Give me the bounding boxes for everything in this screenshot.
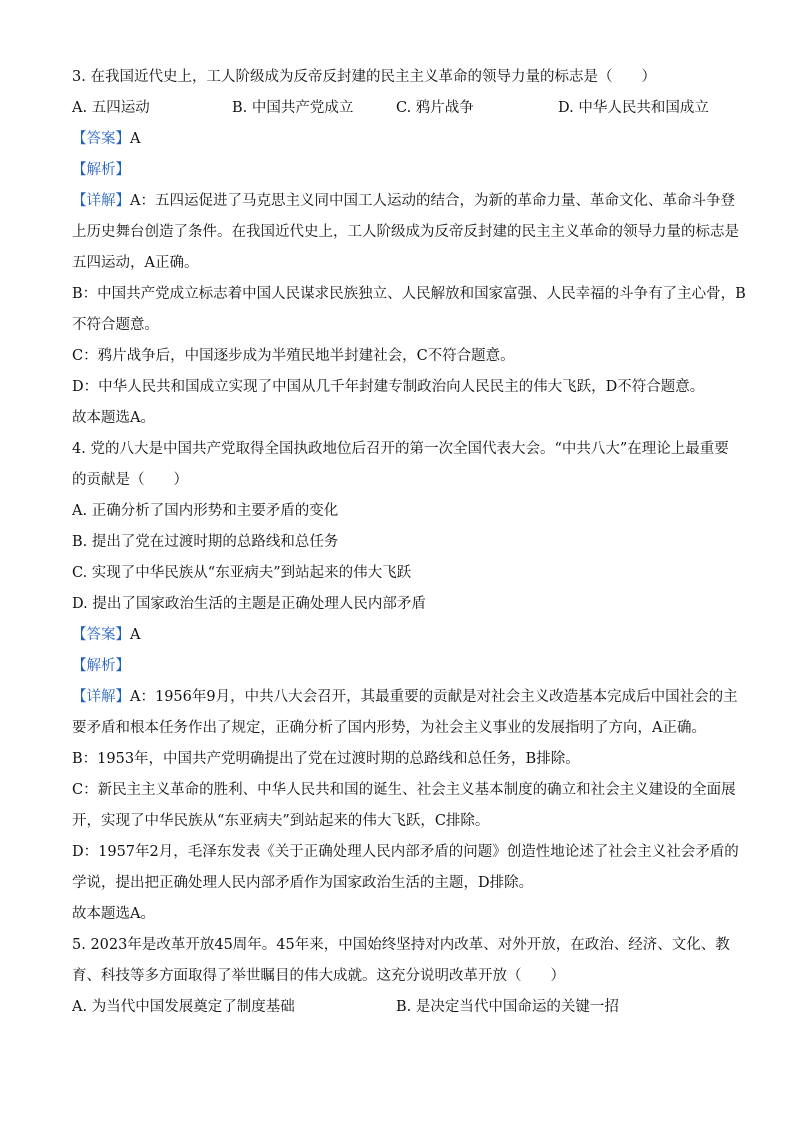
question-3-detail-line: C：鸦片战争后，中国逐步成为半殖民地半封建社会，C不符合题意。 <box>72 348 515 364</box>
option-b: B. 是决定当代中国命运的关键一招 <box>396 999 619 1015</box>
question-4-analysis-tag: 【解析】 <box>72 658 130 674</box>
document-page <box>72 62 746 1023</box>
question-3-stem: 3. 在我国近代史上，工人阶级成为反帝反封建的民主主义革命的领导力量的标志是（ ） <box>72 69 656 85</box>
option-c: C. 鸦片战争 <box>396 100 474 116</box>
detail-tag: 【详解】 <box>72 689 130 705</box>
question-3-analysis-tag: 【解析】 <box>72 162 130 178</box>
detail-tag: 【详解】 <box>72 193 130 209</box>
question-4-detail-line: 开，实现了中华民族从“东亚病夫”到站起来的伟大飞跃，C排除。 <box>72 813 490 829</box>
answer-value: A <box>130 627 141 643</box>
question-4-detail-line: 学说，提出把正确处理人民内部矛盾作为国家政治生活的主题，D排除。 <box>72 875 534 891</box>
answer-tag: 【答案】 <box>72 131 130 147</box>
option-d: D. 提出了国家政治生活的主题是正确处理人民内部矛盾 <box>72 596 426 612</box>
question-3-detail-line: 五四运动，A正确。 <box>72 255 199 271</box>
question-5-options <box>72 992 728 1023</box>
option-c: C. 实现了中华民族从“东亚病夫”到站起来的伟大飞跃 <box>72 565 412 581</box>
question-4-stem: 的贡献是（ ） <box>72 472 188 488</box>
question-4-stem: 4. 党的八大是中国共产党取得全国执政地位后召开的第一次全国代表大会。“中共八大”在理论上最重要 <box>72 441 729 457</box>
answer-value: A <box>130 131 141 147</box>
question-3-detail-line: B：中国共产党成立标志着中国人民谋求民族独立、人民解放和国家富强、人民幸福的斗争有了主心骨，B <box>72 286 746 302</box>
question-3-detail-line: 上历史舞台创造了条件。在我国近代史上，工人阶级成为反帝反封建的民主主义革命的领导力量的标志是 <box>72 224 739 240</box>
question-3-options <box>72 93 728 124</box>
question-4-detail-line: B：1953年，中国共产党明确提出了党在过渡时期的总路线和总任务，B排除。 <box>72 751 580 767</box>
question-3-detail-line: 不符合题意。 <box>72 317 159 333</box>
question-5-stem: 育、科技等多方面取得了举世瞩目的伟大成就。这充分说明改革开放（ ） <box>72 968 565 984</box>
question-4-detail-line: 要矛盾和根本任务作出了规定，正确分析了国内形势，为社会主义事业的发展指明了方向，A正确。 <box>72 720 706 736</box>
question-4-detail-line <box>72 682 738 713</box>
question-4-conclusion: 故本题选A。 <box>72 906 155 922</box>
question-4-answer <box>72 620 728 651</box>
option-b: B. 中国共产党成立 <box>232 100 354 116</box>
question-3-conclusion: 故本题选A。 <box>72 410 155 426</box>
detail-text: A：1956年9月，中共八大会召开，其最重要的贡献是对社会主义改造基本完成后中国社会的主 <box>130 689 738 705</box>
option-a: A. 正确分析了国内形势和主要矛盾的变化 <box>72 503 339 519</box>
option-d: D. 中华人民共和国成立 <box>558 100 709 116</box>
detail-text: A：五四运促进了马克思主义同中国工人运动的结合，为新的革命力量、革命文化、革命斗争登 <box>130 193 735 209</box>
question-3-answer <box>72 124 728 155</box>
question-4-detail-line: D：1957年2月，毛泽东发表《关于正确处理人民内部矛盾的问题》创造性地论述了社会主义社会矛盾的 <box>72 844 739 860</box>
option-b: B. 提出了党在过渡时期的总路线和总任务 <box>72 534 339 550</box>
question-5-stem: 5. 2023年是改革开放45周年。45年来，中国始终坚持对内改革、对外开放，在政治、经济、文化、教 <box>72 937 730 953</box>
question-3-detail-line <box>72 186 735 217</box>
option-a: A. 五四运动 <box>72 100 150 116</box>
option-a: A. 为当代中国发展奠定了制度基础 <box>72 999 295 1015</box>
answer-tag: 【答案】 <box>72 627 130 643</box>
question-4-detail-line: C：新民主主义革命的胜利、中华人民共和国的诞生、社会主义基本制度的确立和社会主义建设的全面展 <box>72 782 736 798</box>
question-3-detail-line: D：中华人民共和国成立实现了中国从几千年封建专制政治向人民民主的伟大飞跃，D不符合题意。 <box>72 379 705 395</box>
